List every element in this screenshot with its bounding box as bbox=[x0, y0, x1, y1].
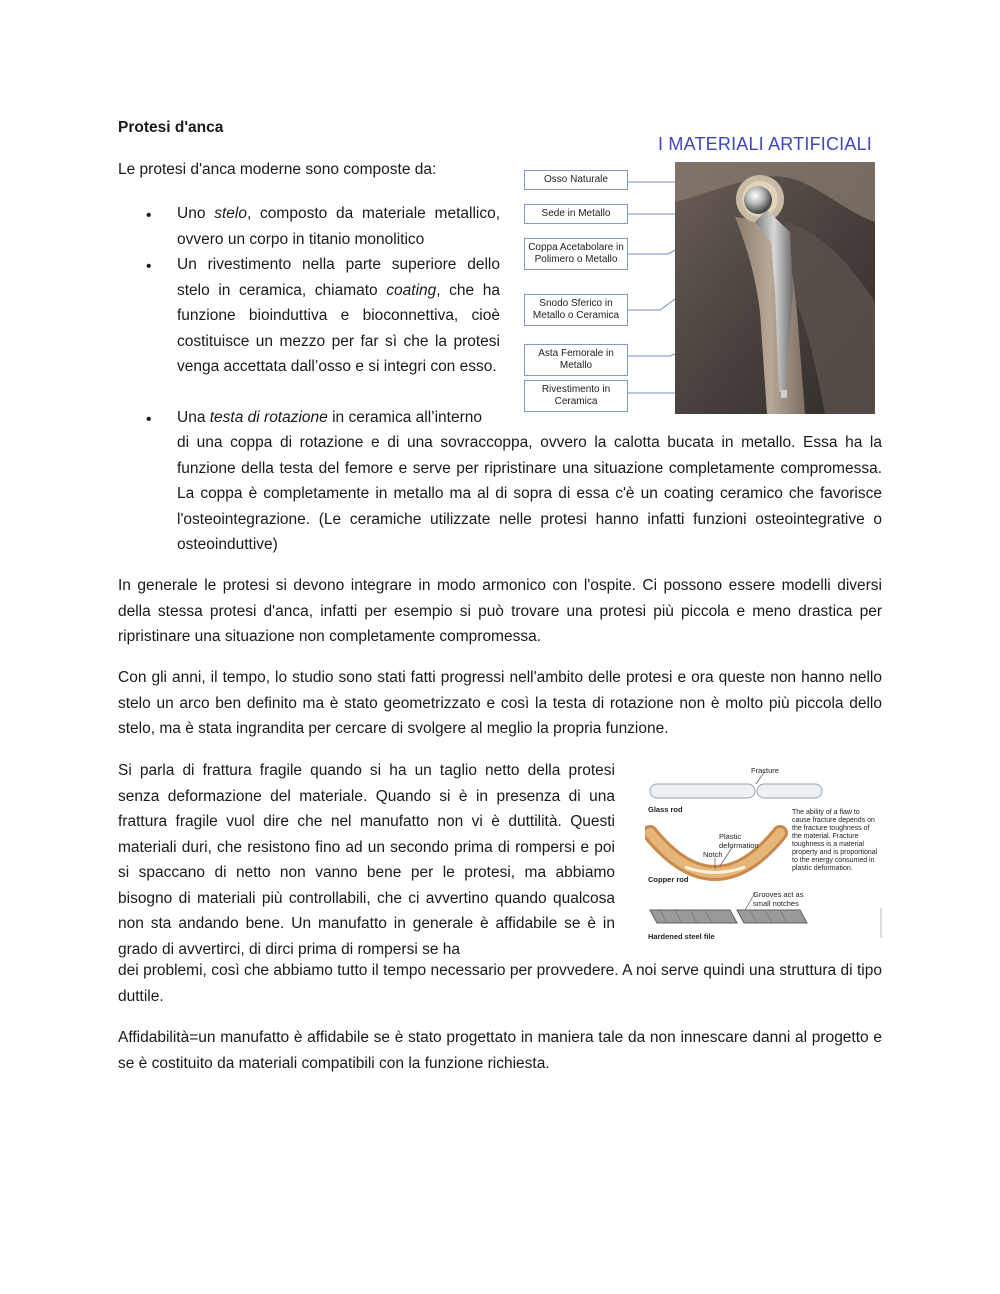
bullet-item-testa-first-line: Una testa di rotazione in ceramica all’interno bbox=[177, 409, 483, 426]
label-hardened-steel-file: Hardened steel file bbox=[648, 932, 715, 941]
paragraph-progress: Con gli anni, il tempo, lo studio sono stati fatti progressi nell'ambito delle protesi e ora queste non hanno nello stelo un arco ben definito ma è stato geometrizzato e così la testa di rotazione non è molto più piccola dello stelo, ma è stata ingrandita per cercare di svolgere al meglio la propria funzione. bbox=[118, 669, 882, 737]
section-heading: Protesi d'anca bbox=[118, 119, 224, 136]
label-rivestimento: Rivestimento in Ceramica bbox=[524, 380, 628, 412]
paragraph-integration: In generale le protesi si devono integrare in modo armonico con l'ospite. Ci possono essere modelli diversi della stessa protesi d'anca, infatti per esempio si può trovare una protesi più piccola e meno drastica per ripristinare una situazione non completamente compromessa. bbox=[118, 577, 882, 645]
paragraph-fracture-continued: dei problemi, così che abbiamo tutto il tempo necessario per provvedere. A noi serve quindi una struttura di tipo duttile. bbox=[118, 962, 882, 1005]
figure-fracture-toughness bbox=[645, 763, 885, 948]
figure-hip-prosthesis bbox=[520, 134, 890, 419]
bullet-marker: • bbox=[146, 258, 152, 275]
fracture-toughness-note: The ability of a flaw to cause fracture depends on the fracture toughness of the material. Fracture toughness is a material property and is proportional to the energy consumed in plastic deformation. bbox=[792, 809, 878, 872]
label-plastic-deformation: Plastic deformation bbox=[719, 832, 759, 850]
xray-image bbox=[675, 162, 875, 414]
bullet-marker: • bbox=[146, 411, 152, 428]
bullet-marker: • bbox=[146, 207, 152, 224]
paragraph-reliability: Affidabilità=un manufatto è affidabile se è stato progettato in maniera tale da non innescare danni al progetto e se è costituito da materiali compatibili con la funzione richiesta. bbox=[118, 1029, 882, 1072]
label-glass-rod: Glass rod bbox=[648, 805, 683, 814]
bullet-item-stelo: Uno stelo, composto da materiale metallico, ovvero un corpo in titanio monolitico bbox=[177, 205, 501, 248]
label-notch: Notch bbox=[703, 850, 723, 859]
label-snodo-sferico: Snodo Sferico in Metallo o Ceramica bbox=[524, 294, 628, 326]
figure-title: I MATERIALI ARTIFICIALI bbox=[658, 134, 872, 154]
label-fracture: Fracture bbox=[751, 766, 779, 775]
label-coppa-acetabolare: Coppa Acetabolare in Polimero o Metallo bbox=[524, 238, 628, 270]
label-grooves: Grooves act as small notches bbox=[753, 890, 804, 908]
label-osso-naturale: Osso Naturale bbox=[524, 170, 628, 190]
bullet-item-coating: Un rivestimento nella parte superiore dello stelo in ceramica, chiamato coating, che ha funzione bioinduttiva e bioconnettiva, cioè costituisce un mezzo per far sì che la protesi venga accettata dall’osso e si integri con esso. bbox=[177, 256, 500, 375]
label-copper-rod: Copper rod bbox=[648, 875, 689, 884]
label-sede-metallo: Sede in Metallo bbox=[524, 204, 628, 224]
label-asta-femorale: Asta Femorale in Metallo bbox=[524, 344, 628, 376]
bullet-item-testa-continued: di una coppa di rotazione e di una sovraccoppa, ovvero la calotta bucata in metallo. Essa ha la funzione della testa del femore e serve per ripristinare una situazione completamente compromessa. La coppa è completamente in metallo ma al di sopra di essa c'è un coating ceramico che favorisce l'osteointegrazione. (Le ceramiche utilizzate nelle protesi hanno infatti funzioni osteointegrative o osteoinduttive) bbox=[177, 434, 882, 553]
paragraph-fracture-wrapped: Si parla di frattura fragile quando si ha un taglio netto della protesi senza deformazione del materiale. Quando si è in presenza di una frattura fragile vuol dire che nel manufatto non vi è duttilità. Questi materiali duri, che resistono fino ad un secondo prima di rompersi e poi si spaccano di netto non vanno bene per le protesi, ma abbiamo bisogno di materiali più controllabili, che ci avvertino quando qualcosa non sta andando bene. Un manufatto in generale è affidabile se è in grado di avvertirci, di dirci prima di rompersi se ha bbox=[118, 762, 615, 958]
intro-text: Le protesi d'anca moderne sono composte da: bbox=[118, 161, 437, 178]
